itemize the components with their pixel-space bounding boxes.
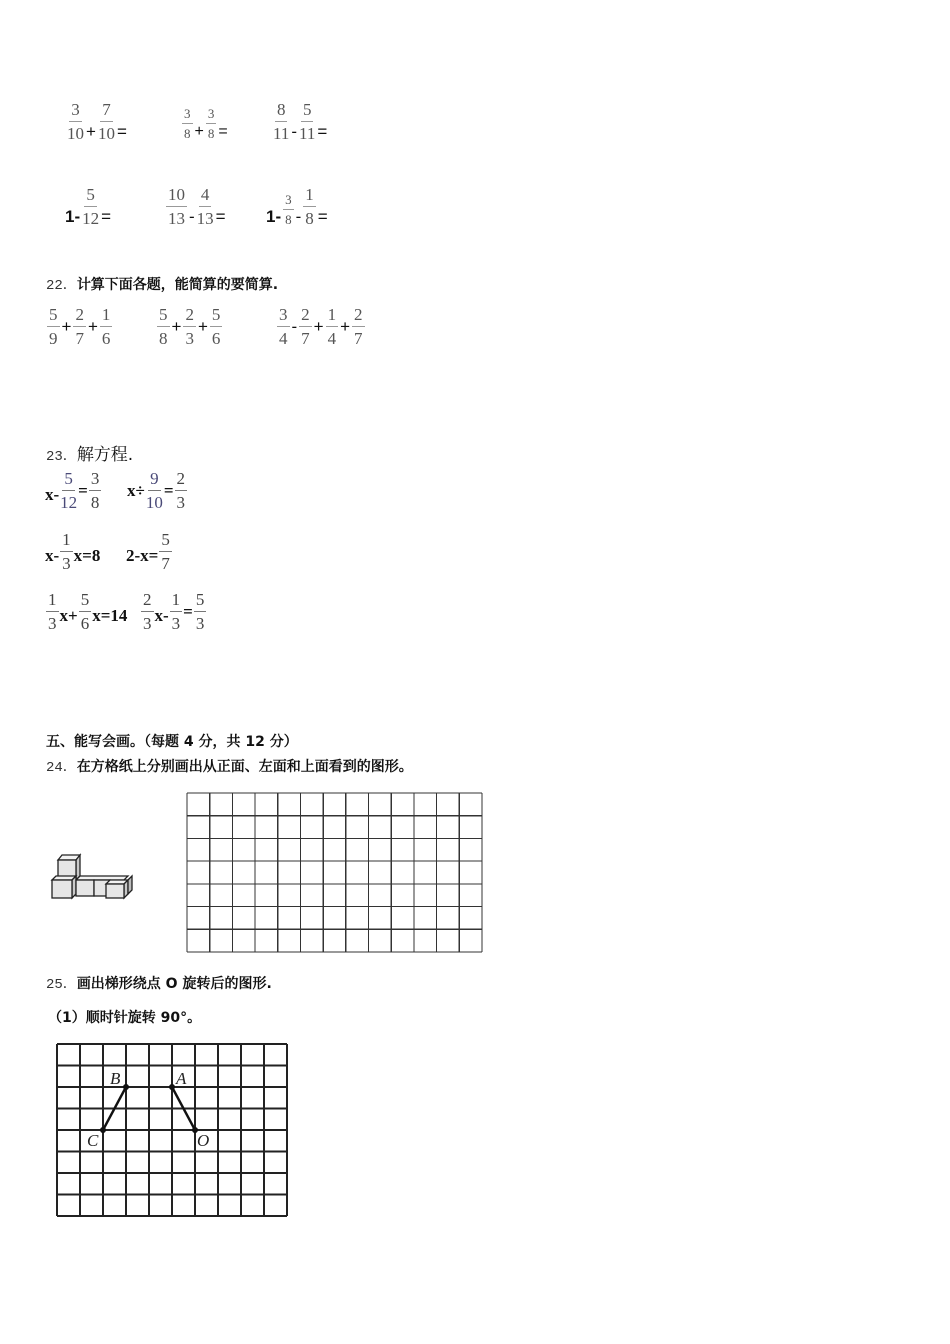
- question-22-heading: [46, 274, 278, 294]
- fraction: $\frac{2}{3}$: [185, 305, 194, 348]
- fraction: $\frac{5}{7}$: [161, 530, 170, 573]
- question-number: 25．: [46, 977, 77, 993]
- fraction: $\frac{1}{3}$: [48, 590, 57, 633]
- fraction: $\frac{10}{13}$: [168, 185, 185, 228]
- equation-5: $\frac{1}{3}$ x+ $\frac{5}{6}$ x=14: [48, 590, 128, 633]
- question-text: 画出梯形绕点 O 旋转后的图形.: [76, 976, 272, 992]
- question-text: 计算下面各题，能简算的要简算.: [76, 277, 279, 293]
- fraction: $\frac{5}{9}$: [49, 305, 58, 348]
- question-number: 22．: [46, 278, 77, 294]
- question-number: 24．: [46, 760, 77, 776]
- cube-figure: [48, 852, 140, 900]
- question-25-heading: [46, 973, 272, 993]
- expr-3-8-plus-3-8: $\frac{3}{8}$ + $\frac{3}{8}$ =: [184, 106, 228, 141]
- fraction: $\frac{5}{12}$: [60, 469, 78, 512]
- expr-10-13-minus-4-13: $\frac{10}{13}$ - $\frac{4}{13}$ =: [168, 185, 226, 228]
- fraction: $\frac{3}{8}$: [207, 106, 215, 141]
- question-number: 23．: [46, 449, 77, 465]
- equation-4: 2-x= $\frac{5}{7}$: [126, 530, 170, 573]
- fraction: $\frac{3}{8}$: [184, 106, 191, 141]
- fraction: $\frac{1}{8}$: [305, 185, 314, 228]
- fraction: $\frac{2}{3}$: [176, 469, 186, 512]
- fraction: $\frac{3}{4}$: [279, 305, 288, 348]
- expr-1-minus-3-8-minus-1-8: 1- $\frac{3}{8}$ - $\frac{1}{8}$ =: [266, 185, 328, 228]
- fraction: $\frac{1}{6}$: [101, 305, 111, 348]
- fraction: $\frac{5}{8}$: [159, 305, 168, 348]
- expr-8-11-minus-5-11: $\frac{8}{11}$ - $\frac{5}{11}$ =: [273, 100, 328, 143]
- fraction: $\frac{5}{3}$: [195, 590, 205, 633]
- equation-6: $\frac{2}{3}$ x- $\frac{1}{3}$ = $\frac{5}{3}$: [143, 590, 205, 633]
- fraction: $\frac{1}{3}$: [62, 530, 71, 573]
- point-a: [169, 1084, 175, 1090]
- fraction: $\frac{1}{4}$: [327, 305, 337, 348]
- question-24-heading: [46, 756, 413, 776]
- fraction: $\frac{8}{11}$: [273, 100, 290, 143]
- question-text: 解方程.: [76, 445, 134, 465]
- point-label-o: O: [197, 1131, 210, 1150]
- q22-expr-2: $\frac{5}{8}$ + $\frac{2}{3}$ + $\frac{5}{6}$: [159, 305, 221, 348]
- fraction: $\frac{9}{10}$: [145, 469, 163, 512]
- equation-2: x÷ $\frac{9}{10}$ = $\frac{2}{3}$: [127, 469, 186, 512]
- grid-paper-q25[interactable]: [56, 1043, 289, 1218]
- fraction: $\frac{3}{8}$: [90, 469, 100, 512]
- fraction: $\frac{7}{10}$: [97, 100, 115, 143]
- question-25-subpart-1: （1）顺时针旋转 90°。: [48, 1010, 202, 1026]
- fraction: $\frac{3}{8}$: [285, 192, 292, 227]
- q22-expr-1: $\frac{5}{9}$ + $\frac{2}{7}$ + $\frac{1}{6}$: [49, 305, 111, 348]
- fraction: $\frac{1}{3}$: [171, 590, 181, 633]
- q22-expr-3: $\frac{3}{4}$ - $\frac{2}{7}$ + $\frac{1}{4}$ + $\frac{2}{7}$: [279, 305, 363, 348]
- fraction: $\frac{2}{7}$: [301, 305, 310, 348]
- equation-1: x- $\frac{5}{12}$ = $\frac{3}{8}$: [45, 469, 100, 512]
- fraction: $\frac{5}{11}$: [299, 100, 316, 143]
- equation-3: x- $\frac{1}{3}$ x=8: [45, 530, 101, 573]
- point-b: [123, 1084, 129, 1090]
- fraction: $\frac{4}{13}$: [196, 185, 214, 228]
- grid-paper-q24[interactable]: [186, 792, 483, 953]
- point-label-b: B: [110, 1069, 121, 1088]
- fraction: $\frac{3}{10}$: [67, 100, 84, 143]
- fraction: $\frac{2}{3}$: [143, 590, 152, 633]
- point-label-a: A: [176, 1069, 187, 1088]
- question-23-heading: [46, 440, 133, 465]
- fraction: $\frac{2}{7}$: [354, 305, 363, 348]
- expr-1-minus-5-12: 1- $\frac{5}{12}$ =: [65, 185, 112, 228]
- fraction: $\frac{5}{6}$: [80, 590, 90, 633]
- fraction: $\frac{5}{6}$: [211, 305, 221, 348]
- section-5-heading: 五、能写会画。（每题 4 分，共 12 分）: [46, 734, 298, 750]
- question-text: 在方格纸上分别画出从正面、左面和上面看到的图形。: [76, 759, 413, 775]
- fraction: $\frac{5}{12}$: [82, 185, 100, 228]
- point-c: [100, 1127, 106, 1133]
- expr-3-10-plus-7-10: $\frac{3}{10}$ + $\frac{7}{10}$ =: [67, 100, 127, 143]
- fraction: $\frac{2}{7}$: [75, 305, 84, 348]
- point-label-c: C: [87, 1131, 99, 1150]
